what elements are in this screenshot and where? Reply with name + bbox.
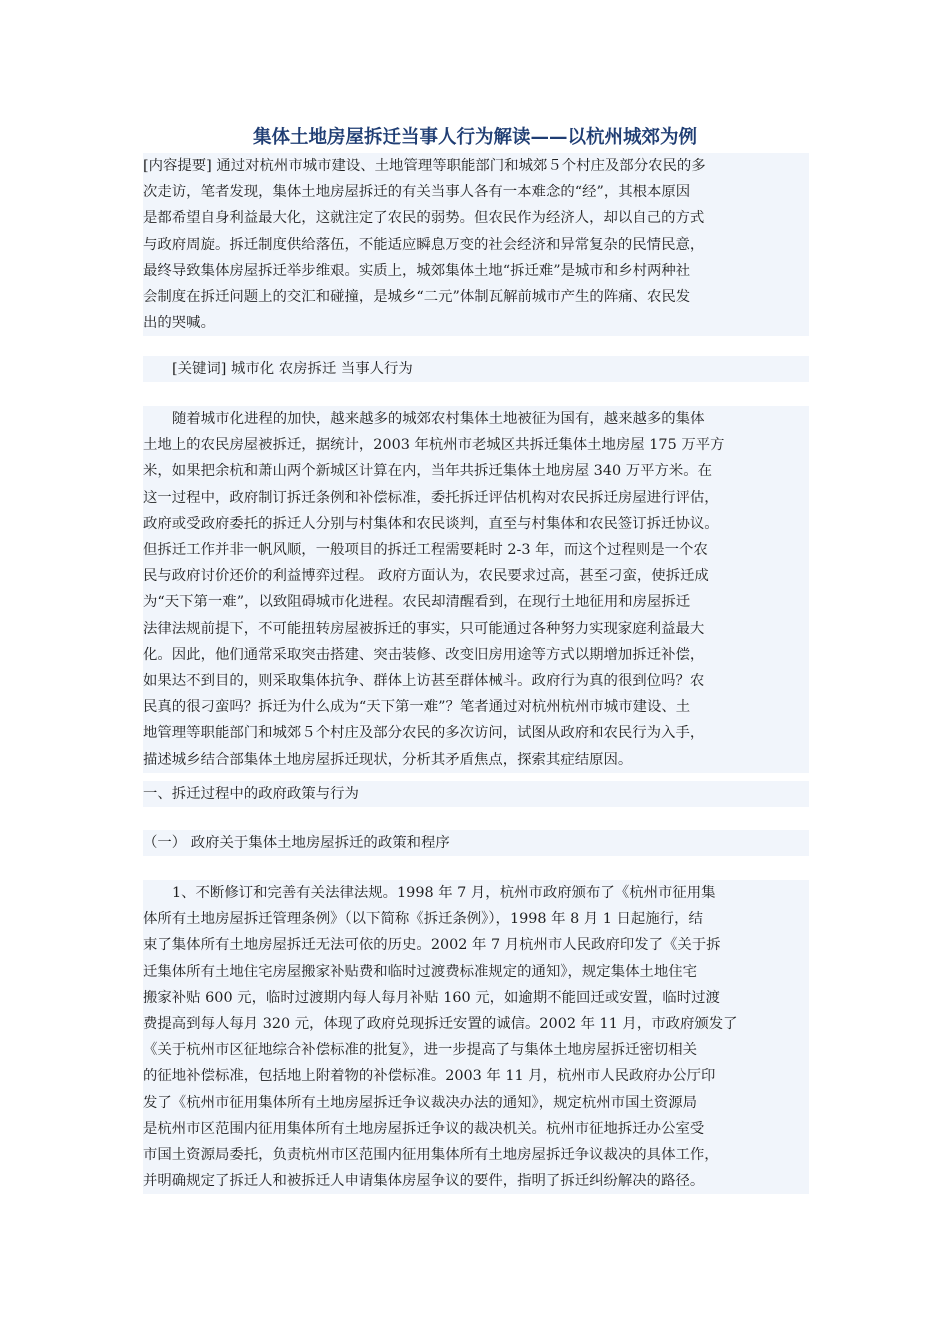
intro-paragraph xyxy=(143,406,809,773)
intro-line: 法律法规前提下，不可能扭转房屋被拆迁的事实，只可能通过各种努力实现家庭利益最大 xyxy=(143,620,705,637)
abstract-paragraph xyxy=(143,153,809,336)
intro-line: 如果达不到目的，则采取集体抗争、群体上访甚至群体械斗。政府行为真的很到位吗？农 xyxy=(143,673,705,690)
policy-line: 费提高到每人每月 320 元，体现了政府兑现拆迁安置的诚信。2002 年 11 月，市政府颁发了 xyxy=(143,1016,738,1033)
intro-line: 随着城市化进程的加快，越来越多的城郊农村集体土地被征为国有，越来越多的集体 xyxy=(172,411,705,427)
policy-line: 的征地补偿标准，包括地上附着物的补偿标准。2003 年 11 月，杭州市人民政府办公厅印 xyxy=(143,1068,716,1085)
abstract-line: 最终导致集体房屋拆迁举步维艰。实质上，城郊集体土地“拆迁难”是城市和乡村两种社 xyxy=(143,262,691,279)
subsection-heading-text: （一） 政府关于集体土地房屋拆迁的政策和程序 xyxy=(143,835,450,851)
policy-line: 《关于杭州市区征地综合补偿标准的批复》，进一步提高了与集体土地房屋拆迁密切相关 xyxy=(143,1042,698,1059)
abstract-line: 与政府周旋。拆迁制度供给落伍，不能适应瞬息万变的社会经济和异常复杂的民情民意， xyxy=(143,236,705,253)
policy-line: 迁集体所有土地住宅房屋搬家补贴费和临时过渡费标准规定的通知》，规定集体土地住宅 xyxy=(143,963,698,980)
subsection-heading xyxy=(143,830,809,856)
policy-line: 体所有土地房屋拆迁管理条例》（以下简称《拆迁条例》），1998 年 8 月 1 日起施行，结 xyxy=(143,911,703,928)
abstract-line: 会制度在拆迁问题上的交汇和碰撞，是城乡“二元”体制瓦解前城市产生的阵痛、农民发 xyxy=(143,289,691,306)
intro-line: 描述城乡结合部集体土地房屋拆迁现状，分析其矛盾焦点，探索其症结原因。 xyxy=(143,751,633,768)
intro-line: 政府或受政府委托的拆迁人分别与村集体和农民谈判，直至与村集体和农民签订拆迁协议。 xyxy=(143,515,719,532)
policy-line: 发了《杭州市征用集体所有土地房屋拆迁争议裁决办法的通知》，规定杭州市国土资源局 xyxy=(143,1094,698,1111)
intro-line: 这一过程中，政府制订拆迁条例和补偿标准，委托拆迁评估机构对农民拆迁房屋进行评估， xyxy=(143,489,719,506)
abstract-line: 出的哭喊。 xyxy=(143,315,215,332)
policy-line: 1、不断修订和完善有关法律法规。1998 年 7 月，杭州市政府颁布了《杭州市征用集 xyxy=(172,885,716,901)
abstract-line: [内容提要] 通过对杭州市城市建设、土地管理等职能部门和城郊５个村庄及部分农民的多 xyxy=(143,158,706,174)
policy-paragraph xyxy=(143,880,809,1194)
document-title: 集体土地房屋拆迁当事人行为解读——以杭州城郊为例 xyxy=(252,127,697,148)
section-heading-text: 一、拆迁过程中的政府政策与行为 xyxy=(143,786,359,802)
keywords-paragraph xyxy=(143,356,809,382)
intro-line: 地管理等职能部门和城郊５个村庄及部分农民的多次访问，试图从政府和农民行为入手， xyxy=(143,725,705,742)
intro-line: 米，如果把余杭和萧山两个新城区计算在内，当年共拆迁集体土地房屋 340 万平方米。在 xyxy=(143,463,713,480)
section-heading xyxy=(143,781,809,807)
intro-line: 民真的很刁蛮吗？拆迁为什么成为“天下第一难”？笔者通过对杭州杭州市城市建设、土 xyxy=(143,699,691,716)
intro-line: 为“天下第一难”，以致阻碍城市化进程。农民却清醒看到，在现行土地征用和房屋拆迁 xyxy=(143,594,691,611)
keywords-line: [关键词] 城市化 农房拆迁 当事人行为 xyxy=(172,361,413,377)
policy-line: 束了集体所有土地房屋拆迁无法可依的历史。2002 年 7 月杭州市人民政府印发了《关于拆 xyxy=(143,937,721,954)
abstract-line: 次走访，笔者发现，集体土地房屋拆迁的有关当事人各有一本难念的“经”，其根本原因 xyxy=(143,184,691,201)
policy-line: 并明确规定了拆迁人和被拆迁人申请集体房屋争议的要件，指明了拆迁纠纷解决的路径。 xyxy=(143,1173,705,1190)
intro-line: 但拆迁工作并非一帆风顺，一般项目的拆迁工程需要耗时 2-3 年，而这个过程则是一个农 xyxy=(143,542,708,559)
policy-line: 搬家补贴 600 元，临时过渡期内每人每月补贴 160 元，如逾期不能回迁或安置，临时过渡 xyxy=(143,989,720,1006)
policy-line: 市国土资源局委托，负责杭州市区范围内征用集体所有土地房屋拆迁争议裁决的具体工作， xyxy=(143,1147,719,1164)
intro-line: 化。因此，他们通常采取突击搭建、突击装修、改变旧房用途等方式以期增加拆迁补偿， xyxy=(143,646,705,663)
intro-line: 土地上的农民房屋被拆迁，据统计，2003 年杭州市老城区共拆迁集体土地房屋 175 万平方 xyxy=(143,437,725,454)
abstract-line: 是都希望自身利益最大化，这就注定了农民的弱势。但农民作为经济人，却以自己的方式 xyxy=(143,210,705,227)
policy-line: 是杭州市区范围内征用集体所有土地房屋拆迁争议的裁决机关。杭州市征地拆迁办公室受 xyxy=(143,1120,705,1137)
intro-line: 民与政府讨价还价的利益博弈过程。 政府方面认为，农民要求过高，甚至刁蛮，使拆迁成 xyxy=(143,568,709,585)
